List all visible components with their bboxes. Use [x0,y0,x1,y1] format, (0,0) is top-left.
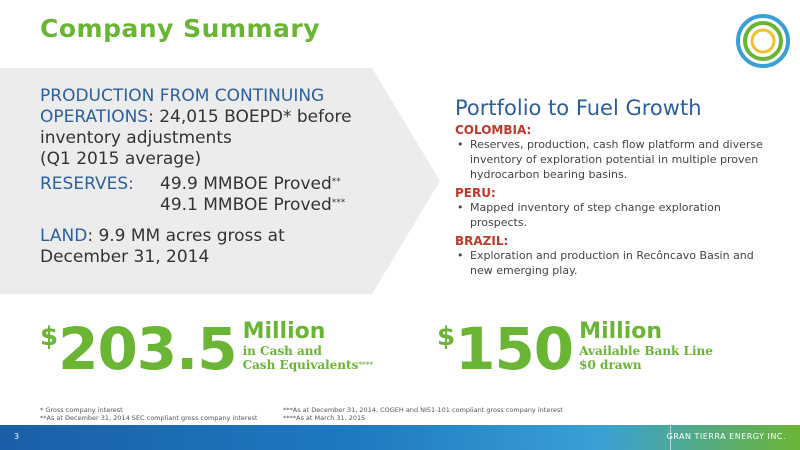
bank-amount: 150 [455,315,574,383]
cash-unit: Million [242,319,326,344]
cash-stat [40,315,373,383]
bullet-brazil: • Exploration and production in Recôncavo Basin and new emerging play. [455,248,775,278]
production-label-cont: OPERATIONS [40,107,149,127]
production-block [40,86,410,170]
cash-amount: 203.5 [58,315,237,383]
country-colombia: COLOMBIA: [455,123,532,137]
production-period: (Q1 2015 average) [40,149,202,169]
portfolio-title: Portfolio to Fuel Growth [455,96,702,120]
production-value: : 24,015 BOEPD* before [148,107,352,127]
portfolio-section [455,96,775,282]
bank-stat [437,315,713,383]
reserves-block [40,174,410,216]
footnote-right-1: ***As at December 31, 2014, COGEH and NI51-101 compliant gross company interest [283,406,563,414]
bank-desc-1: Available Bank Line [579,344,713,358]
land-label: LAND [40,226,88,246]
cash-dollar-sign: $ [40,322,59,352]
land-date: December 31, 2014 [40,247,210,267]
bank-dollar-sign: $ [437,322,456,352]
cash-desc-1: in Cash and [242,344,322,358]
page-title: Company Summary [40,14,321,43]
footnote-left-2: **As at December 31, 2014 SEC compliant gross company interest [40,414,258,422]
footnote-left-1: * Gross company interest [40,406,123,414]
cash-mark: **** [358,360,373,369]
production-detail: inventory adjustments [40,128,232,148]
reserves-mark-1: ** [331,177,341,187]
footer-company-name: GRAN TIERRA ENERGY INC. [666,432,786,441]
land-value: : 9.9 MM acres gross at [87,226,285,246]
bullet-colombia: • Reserves, production, cash flow platform and diverse inventory of exploration potential in multiple proven hydrocarbon bearing basins. [455,137,775,182]
page-number: 3 [14,432,20,441]
land-block [40,226,410,268]
production-label: PRODUCTION FROM CONTINUING [40,86,325,106]
footer-bar [0,425,800,450]
bank-unit: Million [579,319,663,344]
reserves-value-1: 49.9 MMBOE Proved [160,174,332,194]
footnote-right-2: ****As at March 31, 2015 [283,414,366,422]
summary-facts [40,86,410,272]
bank-desc-2: $0 drawn [579,358,642,372]
reserves-value-2: 49.1 MMBOE Proved [160,195,332,215]
country-brazil: BRAZIL: [455,234,509,248]
country-peru: PERU: [455,186,496,200]
cash-desc-2: Cash Equivalents [242,358,359,372]
bullet-peru: • Mapped inventory of step change exploration prospects. [455,200,775,230]
reserves-mark-2: *** [331,198,346,208]
reserves-label: RESERVES: [40,174,134,194]
company-logo-icon [734,12,792,70]
